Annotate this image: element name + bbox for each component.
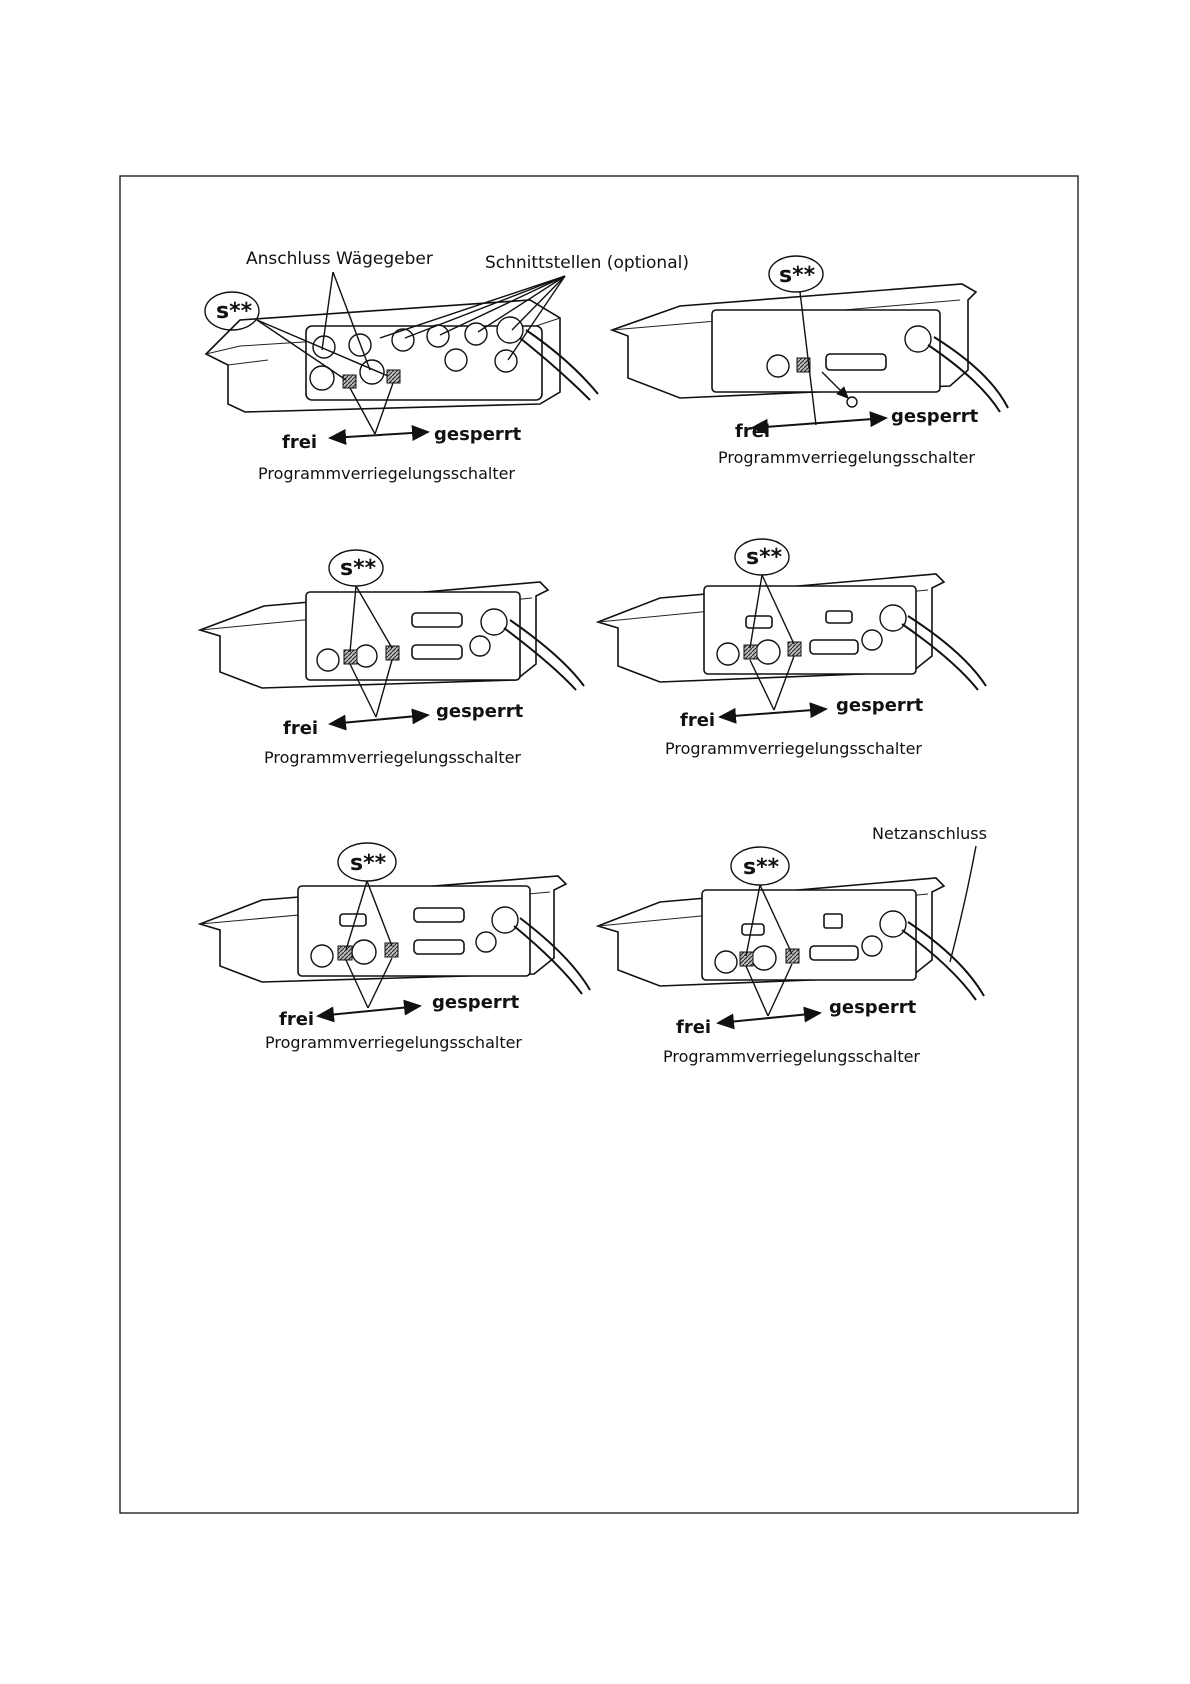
device-illustration-5 [200,876,590,994]
leader-netzanschluss [950,846,976,962]
label-frei-2: frei [735,421,771,442]
s-mark-6: s** [743,855,780,880]
device-illustration-1 [206,300,598,412]
label-schalter-3: Programmverriegelungsschalter [264,748,522,767]
label-frei-1: frei [282,432,318,453]
label-gesperrt-1: gesperrt [434,424,522,445]
s-mark-1: s** [216,299,253,324]
label-frei-6: frei [676,1017,712,1038]
label-frei-4: frei [680,710,716,731]
label-frei-5: frei [279,1009,315,1030]
label-schnittstellen: Schnittstellen (optional) [485,253,689,273]
label-frei-3: frei [283,718,319,739]
label-schalter-1: Programmverriegelungsschalter [258,464,516,483]
label-schalter-5: Programmverriegelungsschalter [265,1033,523,1052]
label-gesperrt-6: gesperrt [829,997,917,1018]
label-gesperrt-3: gesperrt [436,701,524,722]
label-schalter-6: Programmverriegelungsschalter [663,1047,921,1066]
label-schalter-4: Programmverriegelungsschalter [665,739,923,758]
device-illustration-3 [200,582,584,690]
device-illustration-4 [598,574,986,690]
device-illustration-2 [612,284,1008,412]
label-schalter-2: Programmverriegelungsschalter [718,448,976,467]
label-gesperrt-5: gesperrt [432,992,520,1013]
device-illustration-6 [598,878,984,1000]
s-mark-4: s** [746,545,783,570]
label-anschluss-waegegeber: Anschluss Wägegeber [246,249,433,269]
s-mark-2: s** [779,263,816,288]
label-gesperrt-2: gesperrt [891,406,979,427]
label-netzanschluss: Netzanschluss [872,824,987,843]
label-gesperrt-4: gesperrt [836,695,924,716]
s-mark-5: s** [350,851,387,876]
s-mark-3: s** [340,556,377,581]
